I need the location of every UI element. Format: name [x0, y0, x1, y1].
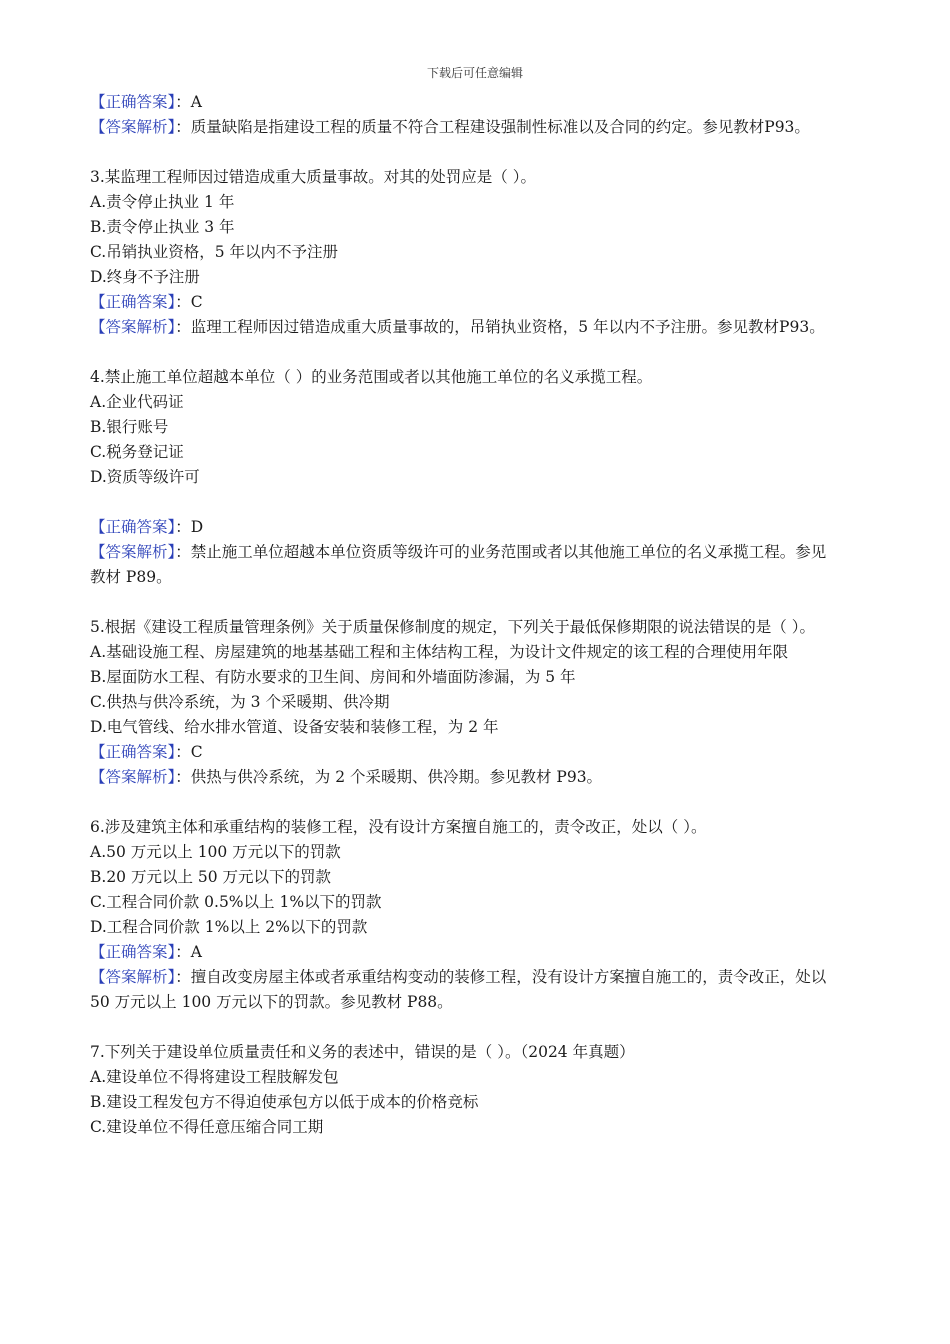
blank-line	[90, 490, 835, 515]
answer-tag: 【正确答案】	[90, 518, 176, 536]
explanation-text: ：擅自改变房屋主体或者承重结构变动的装修工程，没有设计方案擅自施工的，责令改正，处以 50 万元以上 100 万元以下的罚款。参见教材 P88。	[90, 968, 827, 1011]
answer-option: D.终身不予注册	[90, 268, 200, 286]
answer-value: ：C	[175, 743, 203, 761]
question-stem: 7.下列关于建设单位质量责任和义务的表述中，错误的是（ ）。（2024 年真题）	[90, 1043, 635, 1061]
answer-option: A.基础设施工程、房屋建筑的地基基础工程和主体结构工程，为设计文件规定的该工程的合理使用年限	[90, 643, 789, 661]
answer-option: B.责令停止执业 3 年	[90, 218, 235, 236]
question-stem: 5.根据《建设工程质量管理条例》关于质量保修制度的规定，下列关于最低保修期限的说法错误的是（ ）。	[90, 618, 815, 636]
answer-value: ：C	[175, 293, 203, 311]
answer-explanation	[90, 315, 835, 340]
answer-explanation	[90, 965, 835, 1015]
answer-option: A.责令停止执业 1 年	[90, 193, 235, 211]
answer-explanation	[90, 765, 835, 790]
correct-answer	[90, 740, 835, 765]
answer-value: ：A	[175, 943, 202, 961]
answer-explanation	[90, 540, 835, 590]
explanation-tag: 【答案解析】	[90, 118, 176, 136]
answer-option: D.工程合同价款 1%以上 2%以下的罚款	[90, 918, 368, 936]
answer-option: C.税务登记证	[90, 443, 184, 461]
explanation-text: ：供热与供冷系统，为 2 个采暖期、供冷期。参见教材 P93。	[175, 768, 603, 786]
answer-option: A.企业代码证	[90, 393, 184, 411]
answer-explanation	[90, 115, 835, 140]
answer-option: B.屋面防水工程、有防水要求的卫生间、房间和外墙面防渗漏，为 5 年	[90, 668, 576, 686]
explanation-tag: 【答案解析】	[90, 768, 176, 786]
answer-value: ：A	[175, 93, 202, 111]
answer-tag: 【正确答案】	[90, 743, 176, 761]
correct-answer	[90, 940, 835, 965]
answer-option: B.建设工程发包方不得迫使承包方以低于成本的价格竞标	[90, 1093, 479, 1111]
answer-option: D.资质等级许可	[90, 468, 200, 486]
page-header: 下载后可任意编辑	[426, 66, 523, 80]
correct-answer	[90, 290, 835, 315]
correct-answer	[90, 90, 835, 115]
answer-tag: 【正确答案】	[90, 293, 176, 311]
explanation-text: ：监理工程师因过错造成重大质量事故的，吊销执业资格，5 年以内不予注册。参见教材P93。	[175, 318, 825, 336]
explanation-text: ：禁止施工单位超越本单位资质等级许可的业务范围或者以其他施工单位的名义承揽工程。参见教材 P89。	[90, 543, 827, 586]
answer-option: C.工程合同价款 0.5%以上 1%以下的罚款	[90, 893, 382, 911]
blank-line	[90, 140, 835, 165]
answer-tag: 【正确答案】	[90, 93, 176, 111]
correct-answer	[90, 515, 835, 540]
blank-line	[90, 1015, 835, 1040]
question-stem: 6.涉及建筑主体和承重结构的装修工程，没有设计方案擅自施工的，责令改正，处以（ ）。	[90, 818, 707, 836]
explanation-tag: 【答案解析】	[90, 543, 176, 561]
document-body	[90, 90, 835, 1140]
answer-option: A.建设单位不得将建设工程肢解发包	[90, 1068, 339, 1086]
answer-option: D.电气管线、给水排水管道、设备安装和装修工程，为 2 年	[90, 718, 499, 736]
question-stem: 3.某监理工程师因过错造成重大质量事故。对其的处罚应是（ ）。	[90, 168, 536, 186]
answer-option: A.50 万元以上 100 万元以下的罚款	[90, 843, 341, 861]
answer-tag: 【正确答案】	[90, 943, 176, 961]
answer-option: C.供热与供冷系统，为 3 个采暖期、供冷期	[90, 693, 390, 711]
answer-option: B.20 万元以上 50 万元以下的罚款	[90, 868, 332, 886]
blank-line	[90, 790, 835, 815]
answer-option: B.银行账号	[90, 418, 169, 436]
blank-line	[90, 340, 835, 365]
answer-option: C.吊销执业资格，5 年以内不予注册	[90, 243, 339, 261]
blank-line	[90, 590, 835, 615]
answer-option: C.建设单位不得任意压缩合同工期	[90, 1118, 324, 1136]
answer-value: ：D	[175, 518, 204, 536]
explanation-tag: 【答案解析】	[90, 968, 176, 986]
explanation-tag: 【答案解析】	[90, 318, 176, 336]
question-stem: 4.禁止施工单位超越本单位（ ）的业务范围或者以其他施工单位的名义承揽工程。	[90, 368, 653, 386]
explanation-text: ：质量缺陷是指建设工程的质量不符合工程建设强制性标准以及合同的约定。参见教材P93。	[175, 118, 810, 136]
